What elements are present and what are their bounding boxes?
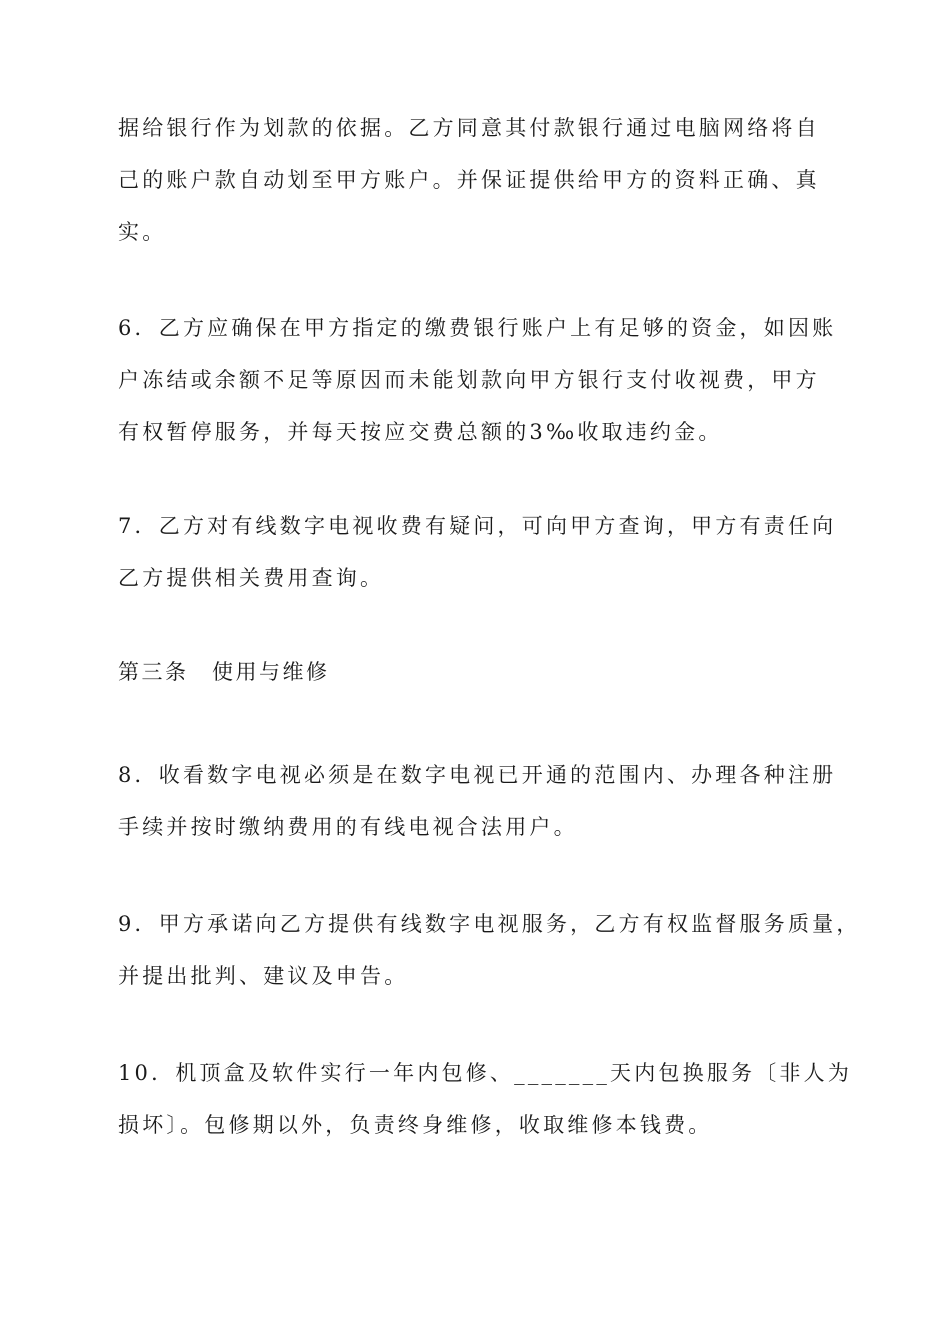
text-line: 7．乙方对有线数字电视收费有疑问，可向甲方查询，甲方有责任向 <box>118 514 837 538</box>
article-3-heading <box>118 646 834 698</box>
text-line: 有权暂停服务，并每天按应交费总额的3‰收取违约金。 <box>118 420 723 444</box>
heading-line: 第三条 使用与维修 <box>118 660 330 684</box>
paragraph-clause-6 <box>118 302 837 458</box>
paragraph-clause-10 <box>118 1047 853 1151</box>
text-line: 10．机顶盒及软件实行一年内包修、_______天内包换服务〔非人为 <box>118 1061 853 1085</box>
text-line: 己的账户款自动划至甲方账户。并保证提供给甲方的资料正确、真 <box>118 168 820 192</box>
text-line: 损坏〕。包修期以外，负责终身维修，收取维修本钱费。 <box>118 1113 713 1137</box>
paragraph-clause-8 <box>118 749 837 853</box>
text-line: 并提出批判、建议及申告。 <box>118 964 409 988</box>
text-line: 据给银行作为划款的依据。乙方同意其付款银行通过电脑网络将自 <box>118 116 820 140</box>
paragraph-continuation <box>118 102 834 258</box>
text-line: 乙方提供相关费用查询。 <box>118 566 385 590</box>
text-line: 户冻结或余额不足等原因而未能划款向甲方银行支付收视费，甲方 <box>118 368 820 392</box>
paragraph-clause-7 <box>118 500 837 604</box>
text-line: 8．收看数字电视必须是在数字电视已开通的范围内、办理各种注册 <box>118 763 837 787</box>
text-line: 手续并按时缴纳费用的有线电视合法用户。 <box>118 815 578 839</box>
text-line: 9．甲方承诺向乙方提供有线数字电视服务，乙方有权监督服务质量， <box>118 912 861 936</box>
text-line: 实。 <box>118 220 167 244</box>
text-line: 6．乙方应确保在甲方指定的缴费银行账户上有足够的资金，如因账 <box>118 316 837 340</box>
paragraph-clause-9 <box>118 898 861 1002</box>
